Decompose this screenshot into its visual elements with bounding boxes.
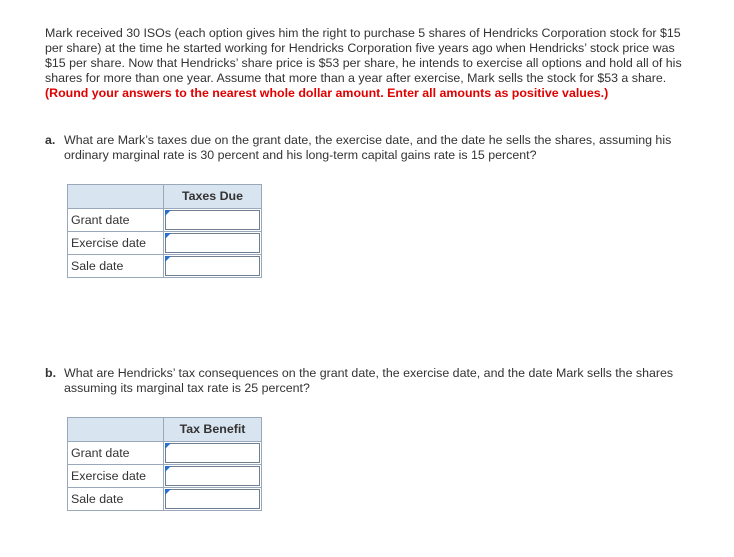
taxes-due-table bbox=[67, 184, 262, 278]
table-header-row bbox=[68, 185, 262, 209]
question-b bbox=[45, 366, 704, 396]
tax-benefit-table bbox=[67, 417, 262, 511]
table-row bbox=[68, 209, 262, 232]
row-label-grant-date: Grant date bbox=[68, 442, 164, 465]
tax-benefit-grant-date-input[interactable] bbox=[165, 443, 260, 463]
question-a-text: What are Mark’s taxes due on the grant date, the exercise date, and the date he sells the shares, assuming his ordinary marginal rate is 30 percent and his long-term capital gains rate is 15 percent? bbox=[64, 133, 672, 162]
problem-text: Mark received 30 ISOs (each option gives him the right to purchase 5 shares of Hendricks Corporation stock for $15 per share) at the time he started working for Hendricks Corporation five years ago when Hendricks’ stock price was $15 per share. Now that Hendricks’ share price is $53 per share, he intends to exercise all options and hold all of his shares for more than one year. Assume that more than a year after exercise, Mark sells the stock for $53 a share. bbox=[45, 26, 682, 85]
taxes-due-grant-date-input[interactable] bbox=[165, 210, 260, 230]
row-label-sale-date: Sale date bbox=[68, 488, 164, 511]
table-row bbox=[68, 255, 262, 278]
answer-cell bbox=[164, 442, 262, 465]
table-row bbox=[68, 465, 262, 488]
table-row bbox=[68, 232, 262, 255]
question-a-letter: a. bbox=[45, 133, 56, 147]
tax-benefit-sale-date-input[interactable] bbox=[165, 489, 260, 509]
tax-benefit-header: Tax Benefit bbox=[164, 418, 262, 442]
tax-benefit-exercise-date-input[interactable] bbox=[165, 466, 260, 486]
taxes-due-exercise-date-input[interactable] bbox=[165, 233, 260, 253]
rounding-instruction: (Round your answers to the nearest whole dollar amount. Enter all amounts as positive values.) bbox=[45, 86, 609, 100]
row-label-sale-date: Sale date bbox=[68, 255, 164, 278]
table-header-blank bbox=[68, 418, 164, 442]
answer-cell bbox=[164, 255, 262, 278]
row-label-grant-date: Grant date bbox=[68, 209, 164, 232]
problem-statement bbox=[45, 26, 685, 101]
table-header-blank bbox=[68, 185, 164, 209]
question-a bbox=[45, 133, 704, 163]
question-b-text: What are Hendricks’ tax consequences on the grant date, the exercise date, and the date Mark sells the shares assuming its marginal tax rate is 25 percent? bbox=[64, 366, 674, 395]
question-b-letter: b. bbox=[45, 366, 57, 380]
table-row bbox=[68, 488, 262, 511]
table-row bbox=[68, 442, 262, 465]
taxes-due-header: Taxes Due bbox=[164, 185, 262, 209]
taxes-due-sale-date-input[interactable] bbox=[165, 256, 260, 276]
row-label-exercise-date: Exercise date bbox=[68, 465, 164, 488]
row-label-exercise-date: Exercise date bbox=[68, 232, 164, 255]
table-header-row bbox=[68, 418, 262, 442]
answer-cell bbox=[164, 232, 262, 255]
answer-cell bbox=[164, 209, 262, 232]
answer-cell bbox=[164, 465, 262, 488]
answer-cell bbox=[164, 488, 262, 511]
